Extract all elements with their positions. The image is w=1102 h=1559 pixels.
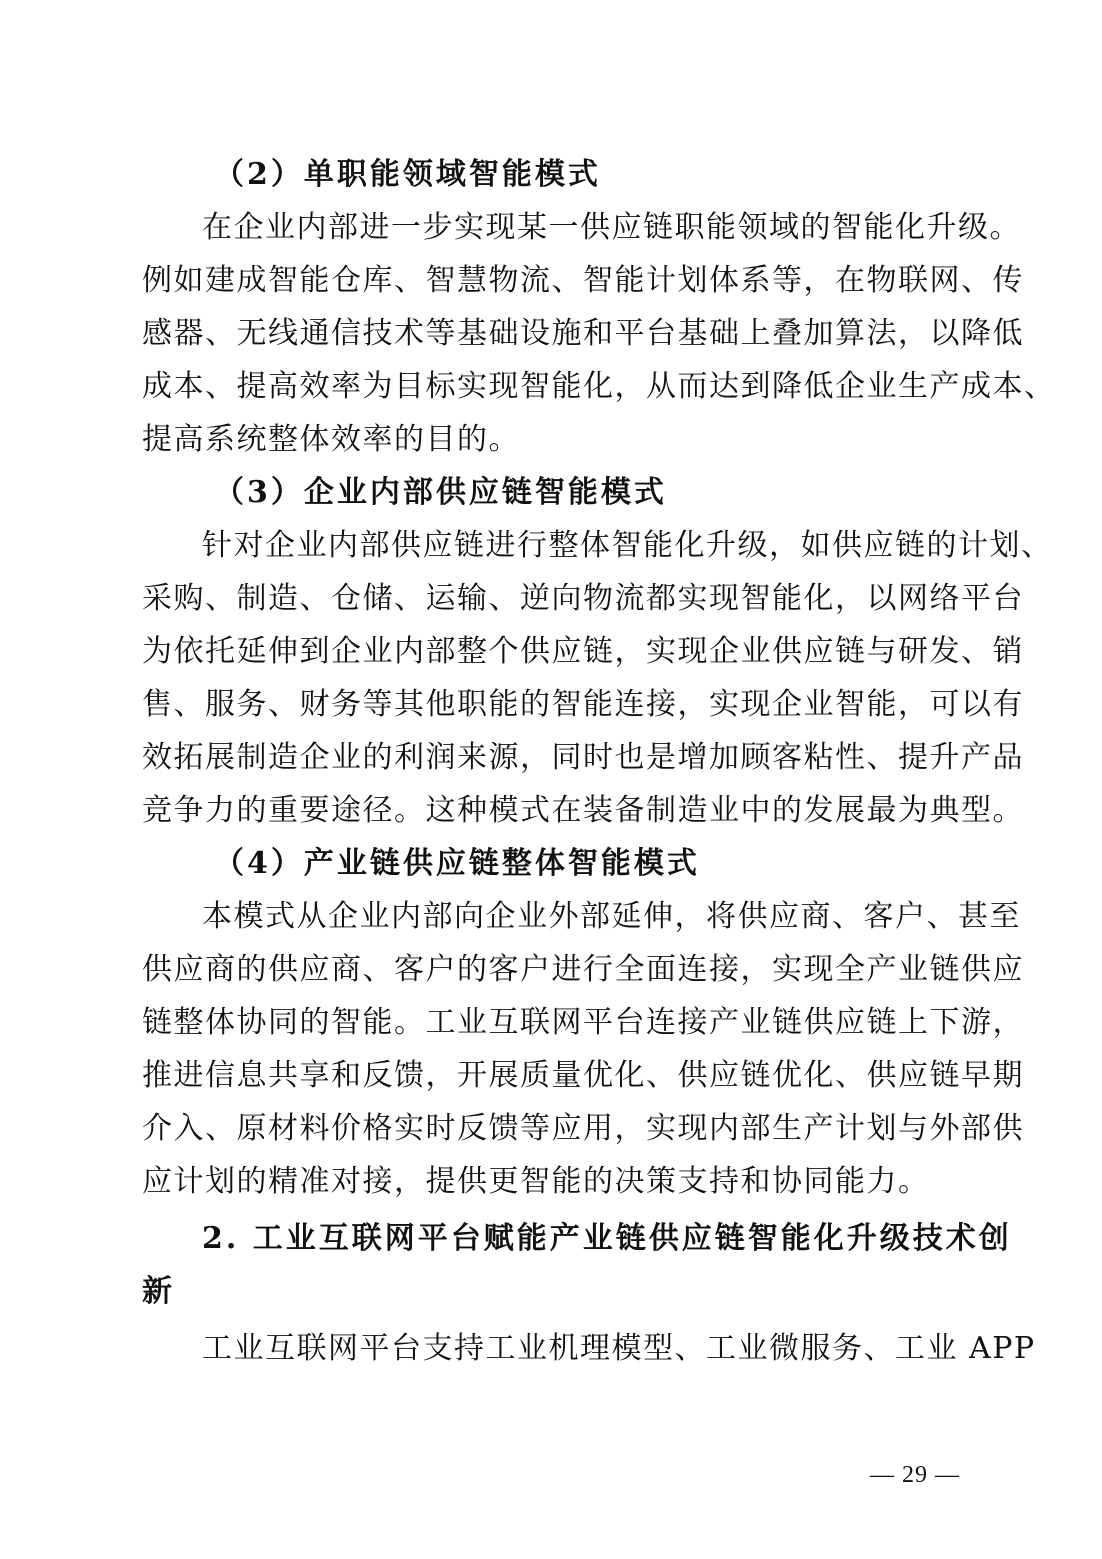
paragraph-line: 在企业内部进一步实现某一供应链职能领域的智能化升级。 [202,210,1021,245]
page-number: — 29 — [870,1462,960,1488]
section-heading-3: （3）企业内部供应链智能模式 [214,475,667,510]
paragraph-line: 本模式从企业内部向企业外部延伸，将供应商、客户、甚至 [202,899,1021,934]
paragraph-line: 链整体协同的智能。工业互联网平台连接产业链供应链上下游， [142,1005,1024,1040]
section-heading-2-tech-innovation: 2. 工业互联网平台赋能产业链供应链智能化升级技术创 [202,1221,1012,1256]
paragraph-line: 成本、提高效率为目标实现智能化，从而达到降低企业生产成本、 [142,369,1056,404]
section-heading-2-tech-innovation-cont: 新 [142,1274,175,1309]
paragraph-line: 为依托延伸到企业内部整个供应链，实现企业供应链与研发、销 [142,634,1024,669]
paragraph-line: 介入、原材料价格实时反馈等应用，实现内部生产计划与外部供 [142,1111,1024,1146]
paragraph-line: 供应商的供应商、客户的客户进行全面连接，实现全产业链供应 [142,952,1024,987]
paragraph-line: 售、服务、财务等其他职能的智能连接，实现企业智能，可以有 [142,687,1024,722]
paragraph-line: 针对企业内部供应链进行整体智能化升级，如供应链的计划、 [202,528,1053,563]
paragraph-line: 效拓展制造企业的利润来源，同时也是增加顾客粘性、提升产品 [142,740,1024,775]
paragraph-line: 推进信息共享和反馈，开展质量优化、供应链优化、供应链早期 [142,1058,1024,1093]
paragraph-line: 感器、无线通信技术等基础设施和平台基础上叠加算法，以降低 [142,316,1024,351]
paragraph-line: 竞争力的重要途径。这种模式在装备制造业中的发展最为典型。 [142,793,1024,828]
paragraph-line: 例如建成智能仓库、智慧物流、智能计划体系等，在物联网、传 [142,263,1024,298]
section-heading-4: （4）产业链供应链整体智能模式 [214,846,700,881]
paragraph-line: 提高系统整体效率的目的。 [142,422,520,457]
paragraph-line: 采购、制造、仓储、运输、逆向物流都实现智能化，以网络平台 [142,581,1024,616]
paragraph-line: 工业互联网平台支持工业机理模型、工业微服务、工业 APP [202,1331,1036,1366]
section-heading-2: （2）单职能领域智能模式 [214,157,601,192]
document-body [142,148,1056,1375]
paragraph-line: 应计划的精准对接，提供更智能的决策支持和协同能力。 [142,1164,930,1199]
